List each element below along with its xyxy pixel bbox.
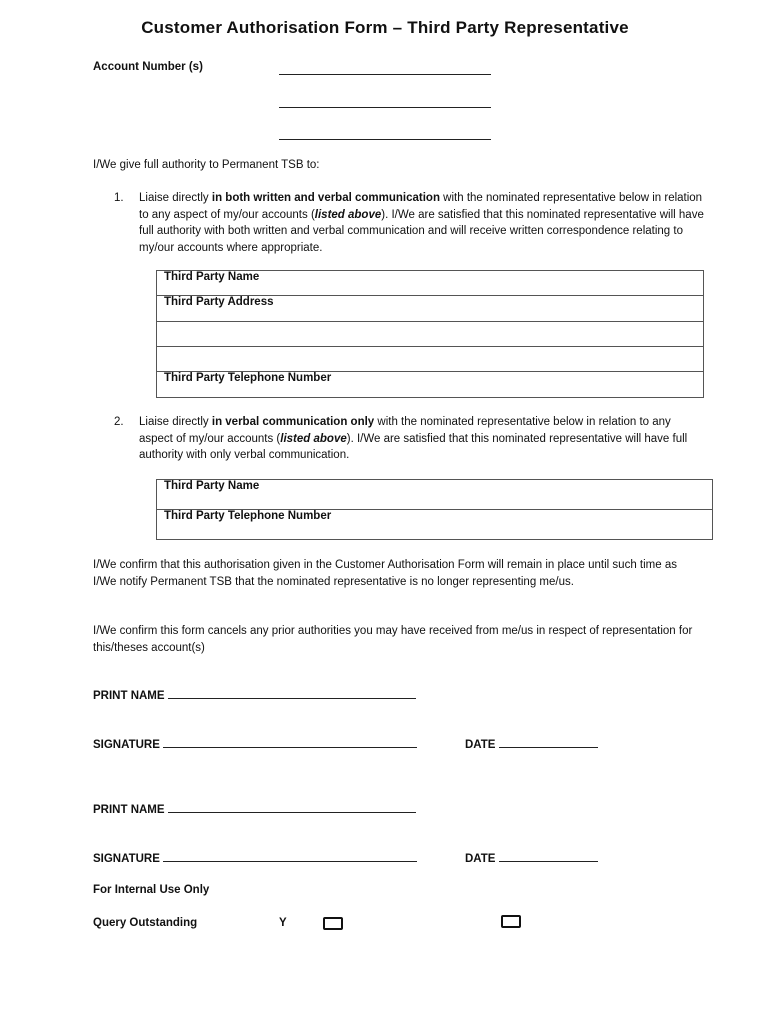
item-emphasis: in verbal communication only [211, 416, 375, 428]
page-title: Customer Authorisation Form – Third Party Representative [141, 18, 629, 37]
internal-use-heading: For Internal Use Only [93, 884, 210, 896]
item-text: ). I/We are satisfied that this nominated representative will have full authority with only verbal communication. [139, 432, 688, 461]
third-party-address-label: Third Party Address [164, 296, 274, 308]
date-row-1 [465, 737, 598, 751]
third-party-address-line-2[interactable] [157, 322, 704, 347]
account-number-field-1[interactable] [279, 74, 491, 75]
print-name-row-1 [93, 688, 416, 702]
third-party-telephone-field[interactable] [157, 372, 704, 398]
signature-label: SIGNATURE [93, 853, 160, 865]
item-number: 2. [114, 416, 124, 428]
print-name-label: PRINT NAME [93, 690, 165, 702]
signature-field[interactable] [163, 851, 417, 862]
authority-item-1 [114, 190, 704, 256]
print-name-field[interactable] [168, 688, 416, 699]
print-name-label: PRINT NAME [93, 804, 165, 816]
date-row-2 [465, 851, 598, 865]
third-party-address-field[interactable] [157, 296, 704, 322]
signature-row-2 [93, 851, 417, 865]
item-emphasis: listed above [280, 432, 347, 445]
item-emphasis: listed above [314, 208, 382, 221]
account-number-label: Account Number (s) [93, 61, 203, 73]
query-yes-checkbox[interactable] [323, 917, 343, 930]
print-name-row-2 [93, 802, 416, 816]
item-text: with the nominated representative below in relation to any aspect of my/our accounts ( [139, 416, 671, 445]
print-name-field[interactable] [168, 802, 416, 813]
item-number: 1. [114, 192, 124, 204]
signature-field[interactable] [163, 737, 417, 748]
third-party-telephone-field[interactable] [157, 510, 713, 540]
account-number-field-3[interactable] [279, 139, 491, 140]
item-text: ). I/We are satisfied that this nominated representative will have full authority with both written and verbal communication and will receive written correspondence relating to my/our accounts where appropriate. [139, 208, 704, 254]
query-outstanding-label: Query Outstanding [93, 917, 198, 929]
date-label: DATE [465, 853, 496, 865]
confirmation-text-1: I/We confirm that this authorisation given in the Customer Authorisation Form will remain in place until such time as I/We notify Permanent TSB that the nominated representative is no longer representing me/us. [93, 559, 677, 588]
date-field[interactable] [499, 851, 598, 862]
signature-label: SIGNATURE [93, 739, 160, 751]
date-field[interactable] [499, 737, 598, 748]
item-text: Liaise directly [139, 192, 212, 204]
item-text: Liaise directly [139, 416, 212, 428]
account-number-field-2[interactable] [279, 107, 491, 108]
third-party-name-label: Third Party Name [164, 480, 260, 492]
third-party-table-written-verbal [156, 270, 704, 398]
item-text: with the nominated representative below in relation to any aspect of my/our accounts ( [139, 192, 703, 221]
third-party-name-field[interactable] [157, 271, 704, 296]
item-emphasis: in both written and verbal communication [211, 192, 440, 204]
third-party-telephone-label: Third Party Telephone Number [164, 510, 332, 522]
confirmation-text-2: I/We confirm this form cancels any prior authorities you may have received from me/us in respect of representation for this/theses account(s) [93, 625, 693, 654]
date-label: DATE [465, 739, 496, 751]
third-party-table-verbal [156, 479, 713, 540]
yes-label: Y [279, 917, 287, 929]
query-no-checkbox[interactable] [501, 915, 521, 928]
signature-row-1 [93, 737, 417, 751]
third-party-telephone-label: Third Party Telephone Number [164, 372, 332, 384]
third-party-name-label: Third Party Name [164, 271, 260, 283]
third-party-name-field[interactable] [157, 480, 713, 510]
intro-text: I/We give full authority to Permanent TSB to: [93, 159, 320, 171]
third-party-address-line-3[interactable] [157, 347, 704, 372]
authority-item-2 [114, 414, 704, 464]
